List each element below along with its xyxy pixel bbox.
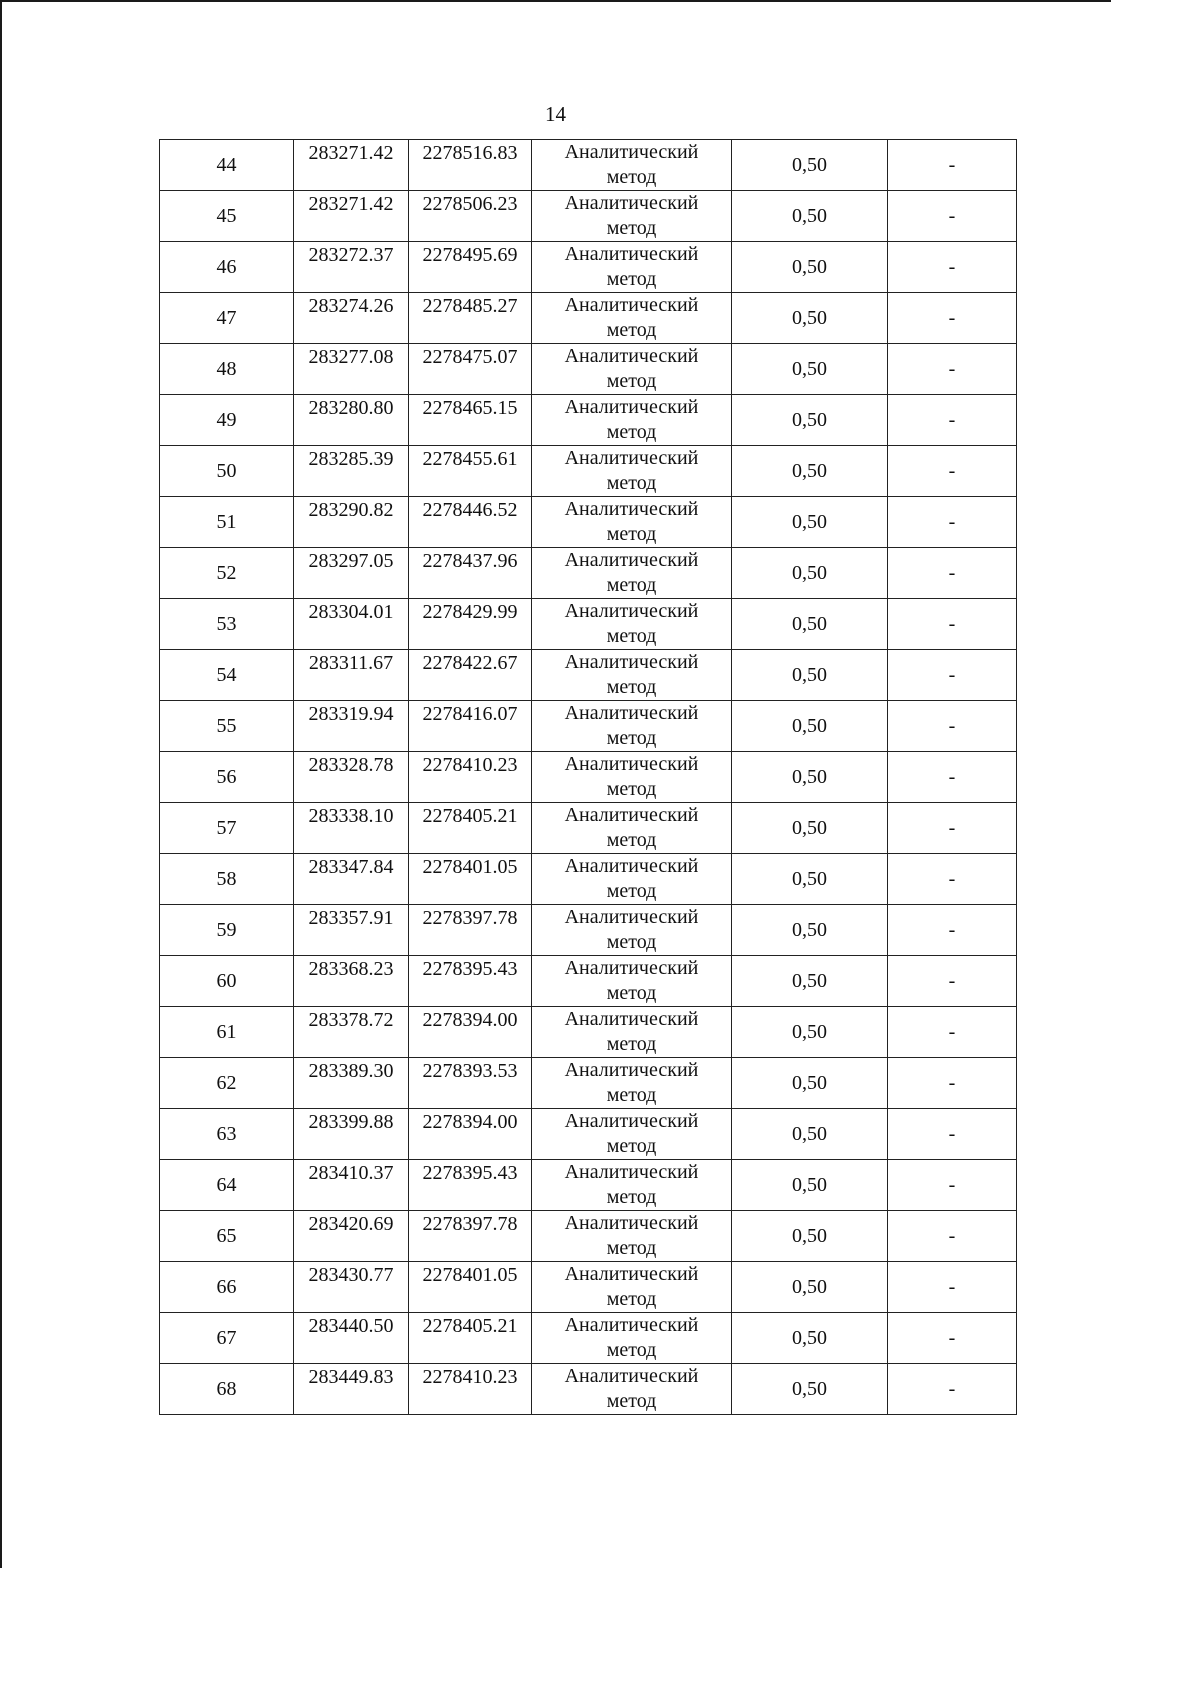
method-label-line2: метод xyxy=(606,472,657,494)
method-cell xyxy=(532,497,732,548)
y-coordinate-cell: 2278475.07 xyxy=(409,344,532,395)
method-label-line1: Аналитический xyxy=(564,294,699,316)
table-row xyxy=(160,956,1017,1007)
y-coordinate-cell: 2278394.00 xyxy=(409,1007,532,1058)
method-label-line2: метод xyxy=(606,319,657,341)
note-cell: - xyxy=(888,752,1017,803)
method-label-line2: метод xyxy=(606,523,657,545)
accuracy-cell: 0,50 xyxy=(732,752,888,803)
y-coordinate-cell: 2278516.83 xyxy=(409,140,532,191)
accuracy-cell: 0,50 xyxy=(732,650,888,701)
table-row xyxy=(160,344,1017,395)
point-number-cell: 65 xyxy=(160,1211,294,1262)
method-cell xyxy=(532,395,732,446)
method-label-line1: Аналитический xyxy=(564,1263,699,1285)
x-coordinate-cell: 283272.37 xyxy=(294,242,409,293)
method-label-line1: Аналитический xyxy=(564,651,699,673)
point-number-cell: 51 xyxy=(160,497,294,548)
accuracy-cell: 0,50 xyxy=(732,1058,888,1109)
method-label-line2: метод xyxy=(606,1237,657,1259)
y-coordinate-cell: 2278395.43 xyxy=(409,956,532,1007)
coordinates-table xyxy=(159,139,1017,1415)
note-cell: - xyxy=(888,1313,1017,1364)
method-label-line2: метод xyxy=(606,829,657,851)
note-cell: - xyxy=(888,242,1017,293)
method-label-line2: метод xyxy=(606,880,657,902)
point-number-cell: 46 xyxy=(160,242,294,293)
accuracy-cell: 0,50 xyxy=(732,395,888,446)
method-label-line2: метод xyxy=(606,1084,657,1106)
table-row xyxy=(160,1058,1017,1109)
method-label-line1: Аналитический xyxy=(564,345,699,367)
accuracy-cell: 0,50 xyxy=(732,1364,888,1415)
method-label-line2: метод xyxy=(606,1186,657,1208)
accuracy-cell: 0,50 xyxy=(732,1109,888,1160)
method-label-line1: Аналитический xyxy=(564,1365,699,1387)
method-cell xyxy=(532,293,732,344)
table-row xyxy=(160,701,1017,752)
y-coordinate-cell: 2278455.61 xyxy=(409,446,532,497)
accuracy-cell: 0,50 xyxy=(732,599,888,650)
x-coordinate-cell: 283280.80 xyxy=(294,395,409,446)
point-number-cell: 60 xyxy=(160,956,294,1007)
x-coordinate-cell: 283311.67 xyxy=(294,650,409,701)
note-cell: - xyxy=(888,140,1017,191)
note-cell: - xyxy=(888,395,1017,446)
x-coordinate-cell: 283277.08 xyxy=(294,344,409,395)
point-number-cell: 59 xyxy=(160,905,294,956)
y-coordinate-cell: 2278506.23 xyxy=(409,191,532,242)
method-label-line1: Аналитический xyxy=(564,1008,699,1030)
method-cell xyxy=(532,344,732,395)
x-coordinate-cell: 283440.50 xyxy=(294,1313,409,1364)
method-label-line2: метод xyxy=(606,982,657,1004)
point-number-cell: 61 xyxy=(160,1007,294,1058)
note-cell: - xyxy=(888,548,1017,599)
point-number-cell: 50 xyxy=(160,446,294,497)
accuracy-cell: 0,50 xyxy=(732,1262,888,1313)
accuracy-cell: 0,50 xyxy=(732,905,888,956)
note-cell: - xyxy=(888,1007,1017,1058)
method-label-line2: метод xyxy=(606,1339,657,1361)
x-coordinate-cell: 283271.42 xyxy=(294,140,409,191)
method-cell xyxy=(532,905,732,956)
table-row xyxy=(160,854,1017,905)
x-coordinate-cell: 283319.94 xyxy=(294,701,409,752)
method-label-line2: метод xyxy=(606,574,657,596)
x-coordinate-cell: 283297.05 xyxy=(294,548,409,599)
table-row xyxy=(160,1109,1017,1160)
y-coordinate-cell: 2278395.43 xyxy=(409,1160,532,1211)
point-number-cell: 66 xyxy=(160,1262,294,1313)
y-coordinate-cell: 2278401.05 xyxy=(409,854,532,905)
method-cell xyxy=(532,1058,732,1109)
y-coordinate-cell: 2278410.23 xyxy=(409,1364,532,1415)
accuracy-cell: 0,50 xyxy=(732,1160,888,1211)
y-coordinate-cell: 2278410.23 xyxy=(409,752,532,803)
note-cell: - xyxy=(888,905,1017,956)
method-cell xyxy=(532,1262,732,1313)
note-cell: - xyxy=(888,701,1017,752)
x-coordinate-cell: 283285.39 xyxy=(294,446,409,497)
point-number-cell: 67 xyxy=(160,1313,294,1364)
method-cell xyxy=(532,803,732,854)
accuracy-cell: 0,50 xyxy=(732,446,888,497)
note-cell: - xyxy=(888,956,1017,1007)
point-number-cell: 44 xyxy=(160,140,294,191)
table-row xyxy=(160,803,1017,854)
method-label-line2: метод xyxy=(606,1033,657,1055)
method-label-line1: Аналитический xyxy=(564,243,699,265)
method-label-line2: метод xyxy=(606,370,657,392)
y-coordinate-cell: 2278397.78 xyxy=(409,905,532,956)
accuracy-cell: 0,50 xyxy=(732,497,888,548)
method-cell xyxy=(532,1211,732,1262)
method-label-line1: Аналитический xyxy=(564,1110,699,1132)
note-cell: - xyxy=(888,854,1017,905)
table-row xyxy=(160,548,1017,599)
point-number-cell: 64 xyxy=(160,1160,294,1211)
method-cell xyxy=(532,599,732,650)
method-cell xyxy=(532,752,732,803)
accuracy-cell: 0,50 xyxy=(732,191,888,242)
accuracy-cell: 0,50 xyxy=(732,803,888,854)
accuracy-cell: 0,50 xyxy=(732,293,888,344)
note-cell: - xyxy=(888,191,1017,242)
method-cell xyxy=(532,701,732,752)
x-coordinate-cell: 283410.37 xyxy=(294,1160,409,1211)
accuracy-cell: 0,50 xyxy=(732,701,888,752)
method-label-line2: метод xyxy=(606,727,657,749)
method-label-line2: метод xyxy=(606,676,657,698)
accuracy-cell: 0,50 xyxy=(732,1211,888,1262)
method-label-line1: Аналитический xyxy=(564,192,699,214)
x-coordinate-cell: 283430.77 xyxy=(294,1262,409,1313)
point-number-cell: 55 xyxy=(160,701,294,752)
method-cell xyxy=(532,1109,732,1160)
x-coordinate-cell: 283338.10 xyxy=(294,803,409,854)
method-label-line1: Аналитический xyxy=(564,804,699,826)
point-number-cell: 58 xyxy=(160,854,294,905)
table-row xyxy=(160,1007,1017,1058)
note-cell: - xyxy=(888,1262,1017,1313)
method-cell xyxy=(532,956,732,1007)
table-row xyxy=(160,1211,1017,1262)
accuracy-cell: 0,50 xyxy=(732,1007,888,1058)
method-cell xyxy=(532,1364,732,1415)
table-row xyxy=(160,599,1017,650)
point-number-cell: 49 xyxy=(160,395,294,446)
x-coordinate-cell: 283274.26 xyxy=(294,293,409,344)
table-row xyxy=(160,446,1017,497)
accuracy-cell: 0,50 xyxy=(732,548,888,599)
x-coordinate-cell: 283328.78 xyxy=(294,752,409,803)
note-cell: - xyxy=(888,650,1017,701)
note-cell: - xyxy=(888,497,1017,548)
method-label-line1: Аналитический xyxy=(564,906,699,928)
method-label-line1: Аналитический xyxy=(564,498,699,520)
accuracy-cell: 0,50 xyxy=(732,956,888,1007)
method-label-line2: метод xyxy=(606,421,657,443)
point-number-cell: 48 xyxy=(160,344,294,395)
accuracy-cell: 0,50 xyxy=(732,1313,888,1364)
method-cell xyxy=(532,854,732,905)
y-coordinate-cell: 2278405.21 xyxy=(409,803,532,854)
x-coordinate-cell: 283304.01 xyxy=(294,599,409,650)
point-number-cell: 57 xyxy=(160,803,294,854)
method-label-line2: метод xyxy=(606,778,657,800)
x-coordinate-cell: 283347.84 xyxy=(294,854,409,905)
table-row xyxy=(160,1364,1017,1415)
method-label-line2: метод xyxy=(606,217,657,239)
method-label-line2: метод xyxy=(606,1288,657,1310)
point-number-cell: 52 xyxy=(160,548,294,599)
method-label-line2: метод xyxy=(606,268,657,290)
method-label-line1: Аналитический xyxy=(564,600,699,622)
y-coordinate-cell: 2278429.99 xyxy=(409,599,532,650)
y-coordinate-cell: 2278437.96 xyxy=(409,548,532,599)
note-cell: - xyxy=(888,446,1017,497)
method-label-line1: Аналитический xyxy=(564,1314,699,1336)
point-number-cell: 56 xyxy=(160,752,294,803)
method-label-line1: Аналитический xyxy=(564,957,699,979)
x-coordinate-cell: 283368.23 xyxy=(294,956,409,1007)
method-label-line2: метод xyxy=(606,625,657,647)
point-number-cell: 62 xyxy=(160,1058,294,1109)
table-row xyxy=(160,1313,1017,1364)
method-cell xyxy=(532,446,732,497)
method-label-line1: Аналитический xyxy=(564,1161,699,1183)
table-row xyxy=(160,752,1017,803)
y-coordinate-cell: 2278485.27 xyxy=(409,293,532,344)
note-cell: - xyxy=(888,1058,1017,1109)
table-row xyxy=(160,497,1017,548)
method-label-line1: Аналитический xyxy=(564,141,699,163)
y-coordinate-cell: 2278465.15 xyxy=(409,395,532,446)
y-coordinate-cell: 2278422.67 xyxy=(409,650,532,701)
method-label-line1: Аналитический xyxy=(564,702,699,724)
x-coordinate-cell: 283290.82 xyxy=(294,497,409,548)
table-row xyxy=(160,140,1017,191)
y-coordinate-cell: 2278446.52 xyxy=(409,497,532,548)
accuracy-cell: 0,50 xyxy=(732,344,888,395)
y-coordinate-cell: 2278416.07 xyxy=(409,701,532,752)
x-coordinate-cell: 283389.30 xyxy=(294,1058,409,1109)
method-label-line2: метод xyxy=(606,1135,657,1157)
method-label-line2: метод xyxy=(606,166,657,188)
method-label-line1: Аналитический xyxy=(564,396,699,418)
method-label-line1: Аналитический xyxy=(564,549,699,571)
y-coordinate-cell: 2278495.69 xyxy=(409,242,532,293)
x-coordinate-cell: 283378.72 xyxy=(294,1007,409,1058)
accuracy-cell: 0,50 xyxy=(732,242,888,293)
method-cell xyxy=(532,242,732,293)
accuracy-cell: 0,50 xyxy=(732,140,888,191)
x-coordinate-cell: 283449.83 xyxy=(294,1364,409,1415)
note-cell: - xyxy=(888,1211,1017,1262)
y-coordinate-cell: 2278405.21 xyxy=(409,1313,532,1364)
method-label-line1: Аналитический xyxy=(564,1212,699,1234)
x-coordinate-cell: 283357.91 xyxy=(294,905,409,956)
note-cell: - xyxy=(888,293,1017,344)
y-coordinate-cell: 2278401.05 xyxy=(409,1262,532,1313)
table-row xyxy=(160,1160,1017,1211)
accuracy-cell: 0,50 xyxy=(732,854,888,905)
method-cell xyxy=(532,650,732,701)
x-coordinate-cell: 283399.88 xyxy=(294,1109,409,1160)
table-row xyxy=(160,905,1017,956)
table-row xyxy=(160,191,1017,242)
method-cell xyxy=(532,1007,732,1058)
note-cell: - xyxy=(888,1160,1017,1211)
y-coordinate-cell: 2278394.00 xyxy=(409,1109,532,1160)
method-cell xyxy=(532,140,732,191)
method-cell xyxy=(532,1313,732,1364)
page-number: 14 xyxy=(545,102,566,126)
note-cell: - xyxy=(888,803,1017,854)
point-number-cell: 63 xyxy=(160,1109,294,1160)
method-cell xyxy=(532,1160,732,1211)
table-row xyxy=(160,395,1017,446)
point-number-cell: 53 xyxy=(160,599,294,650)
table-row xyxy=(160,1262,1017,1313)
table-row xyxy=(160,242,1017,293)
method-label-line2: метод xyxy=(606,1390,657,1412)
point-number-cell: 47 xyxy=(160,293,294,344)
coordinates-table-body xyxy=(160,140,1017,1415)
table-row xyxy=(160,650,1017,701)
table-row xyxy=(160,293,1017,344)
method-label-line1: Аналитический xyxy=(564,753,699,775)
x-coordinate-cell: 283271.42 xyxy=(294,191,409,242)
method-label-line1: Аналитический xyxy=(564,1059,699,1081)
method-label-line2: метод xyxy=(606,931,657,953)
method-cell xyxy=(532,191,732,242)
note-cell: - xyxy=(888,344,1017,395)
point-number-cell: 54 xyxy=(160,650,294,701)
point-number-cell: 45 xyxy=(160,191,294,242)
method-label-line1: Аналитический xyxy=(564,855,699,877)
method-label-line1: Аналитический xyxy=(564,447,699,469)
x-coordinate-cell: 283420.69 xyxy=(294,1211,409,1262)
y-coordinate-cell: 2278393.53 xyxy=(409,1058,532,1109)
method-cell xyxy=(532,548,732,599)
point-number-cell: 68 xyxy=(160,1364,294,1415)
note-cell: - xyxy=(888,1109,1017,1160)
note-cell: - xyxy=(888,599,1017,650)
note-cell: - xyxy=(888,1364,1017,1415)
y-coordinate-cell: 2278397.78 xyxy=(409,1211,532,1262)
